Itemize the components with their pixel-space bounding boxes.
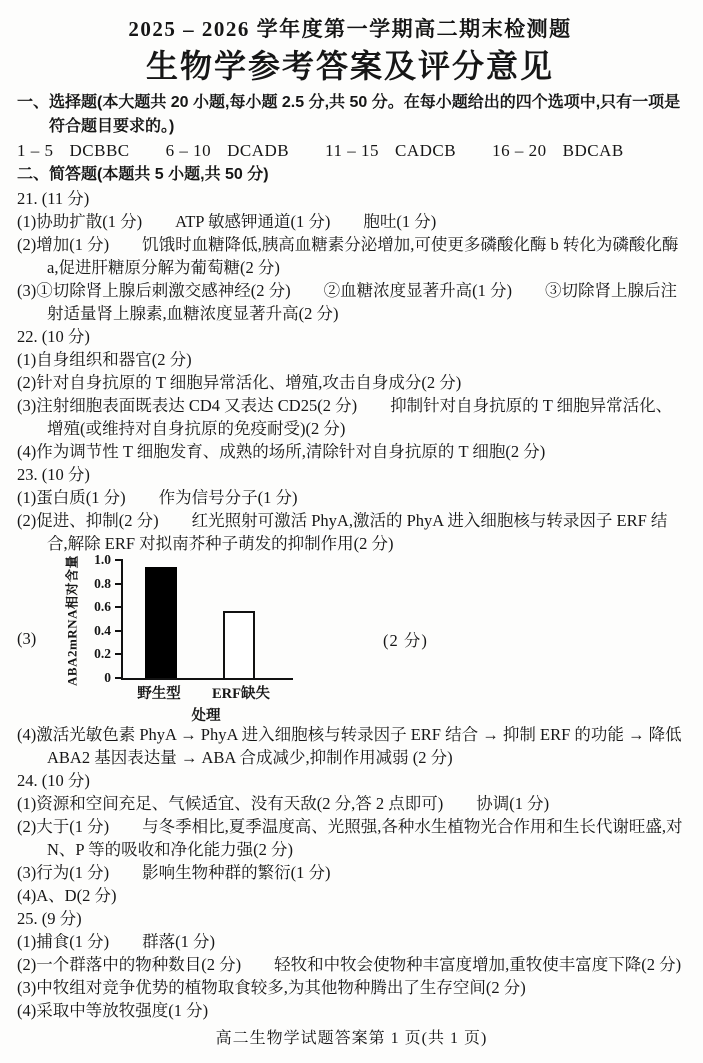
y-tick: [115, 653, 123, 655]
y-tick-label: 0: [104, 670, 111, 685]
y-tick: [115, 606, 123, 608]
x-category-label: ERF缺失: [212, 686, 270, 702]
answer-line: (1)资源和空间充足、气候适宜、没有天敌(2 分,答 2 点即可) 协调(1 分): [17, 794, 550, 813]
answer-line: (1)蛋白质(1 分) 作为信号分子(1 分): [17, 488, 298, 507]
y-tick: [115, 630, 123, 632]
exam-session-title: 2025 – 2026 学年度第一学期高二期末检测题: [128, 17, 572, 41]
answer-range: 6 – 10: [165, 141, 212, 160]
answer-line: (4)A、D(2 分): [17, 886, 117, 905]
y-tick: [115, 583, 123, 585]
page-title: 生物学参考答案及评分意见: [145, 48, 554, 84]
bar-wild-type: [145, 567, 177, 678]
answer-range: 11 – 15: [325, 141, 380, 160]
answer-range: 1 – 5: [17, 141, 54, 160]
answer-key-group: [325, 139, 456, 163]
y-tick-label: 0.4: [94, 622, 111, 638]
answer-line: (4)激活光敏色素 PhyA → PhyA 进入细胞核与转录因子 ERF 结合 → 抑制 ERF 的功能 → 降低 ABA2 基因表达量 → ABA 合成减少,抑制作用减弱 (2 分): [17, 725, 686, 767]
answer-key-group: [17, 139, 130, 163]
answer-line: (3)行为(1 分) 影响生物种群的繁衍(1 分): [17, 863, 331, 882]
answer-line: (3)①切除肾上腺后刺激交感神经(2 分) ②血糖浓度显著升高(1 分) ③切除肾上腺后注射适量肾上腺素,血糖浓度显著升高(2 分): [17, 281, 677, 323]
question-number: 25. (9 分): [17, 909, 82, 928]
y-tick-label: 0.8: [94, 575, 111, 591]
x-category-label: 野生型: [137, 686, 181, 702]
y-tick-label: 0.2: [94, 646, 111, 662]
question-22: [17, 325, 683, 463]
answer-letters: DCADB: [227, 141, 290, 160]
answer-range: 16 – 20: [492, 141, 547, 160]
page-footer: 高二生物学试题答案第 1 页(共 1 页): [215, 1030, 488, 1047]
bar-erf-deficient: [223, 611, 255, 678]
answer-line: (2)促进、抑制(2 分) 红光照射可激活 PhyA,激活的 PhyA 进入细胞核与转录因子 ERF 结合,解除 ERF 对拟南芥种子萌发的抑制作用(2 分): [17, 511, 668, 553]
answer-key-group: [166, 139, 290, 163]
question-25: [17, 907, 683, 1022]
answer-line: (2)增加(1 分) 饥饿时血糖降低,胰高血糖素分泌增加,可使更多磷酸化酶 b 转化为磷酸化酶 a,促进肝糖原分解为葡萄糖(2 分): [17, 235, 683, 277]
x-axis-title: 处理: [191, 708, 221, 724]
answer-line: (3)中牧组对竞争优势的植物取食较多,为其他物种腾出了生存空间(2 分): [17, 978, 526, 997]
answer-line: (3)注射细胞表面既表达 CD4 又表达 CD25(2 分) 抑制针对自身抗原的 T 细胞异常活化、增殖(或维持对自身抗原的免疫耐受)(2 分): [17, 396, 673, 438]
y-tick: [115, 559, 123, 561]
question-number: 24. (10 分): [17, 771, 90, 790]
question-23: [17, 463, 686, 769]
answer-line: (1)捕食(1 分) 群落(1 分): [17, 932, 215, 951]
answer-line: (2)一个群落中的物种数目(2 分) 轻牧和中牧会使物种丰富度增加,重牧使丰富度下降(2 分): [17, 955, 682, 974]
bar-chart: [61, 552, 361, 724]
section-2-heading: 二、简答题(本题共 5 小题,共 50 分): [17, 166, 269, 183]
answer-letters: BDCAB: [562, 141, 624, 160]
question-number: 21. (11 分): [17, 189, 90, 208]
plot-area: [94, 552, 293, 685]
answer-line: (1)协助扩散(1 分) ATP 敏感钾通道(1 分) 胞吐(1 分): [17, 212, 437, 231]
answer-line: (4)作为调节性 T 细胞发育、成熟的场所,清除针对自身抗原的 T 细胞(2 分): [17, 442, 546, 461]
answer-letters: CADCB: [395, 141, 457, 160]
section-1-heading: 一、选择题(本大题共 20 小题,每小题 2.5 分,共 50 分。在每小题给出的四个选项中,只有一项是符合题目要求的。): [17, 94, 681, 135]
answer-line: (2)大于(1 分) 与冬季相比,夏季温度高、光照强,各种水生植物光合作用和生长代谢旺盛,对 N、P 等的吸收和净化能力强(2 分): [17, 817, 687, 859]
question-24: [17, 769, 687, 907]
y-tick-label: 1.0: [94, 552, 111, 567]
y-tick-label: 0.6: [94, 599, 111, 615]
question-21: [17, 187, 683, 325]
chart-item-label: (3): [17, 629, 37, 648]
chart-score-label: (2 分): [383, 631, 428, 650]
answer-key-group: [492, 139, 624, 163]
multiple-choice-answer-key: [17, 139, 683, 163]
y-tick: [115, 677, 123, 679]
answer-chart-row: [17, 552, 683, 724]
question-number: 22. (10 分): [17, 327, 90, 346]
answer-line: (1)自身组织和器官(2 分): [17, 350, 192, 369]
y-axis-label: ABA2mRNA相对含量: [64, 555, 80, 686]
answer-letters: DCBBC: [69, 141, 130, 160]
question-number: 23. (10 分): [17, 465, 90, 484]
answer-line: (4)采取中等放牧强度(1 分): [17, 1001, 209, 1020]
answer-line: (2)针对自身抗原的 T 细胞异常活化、增殖,攻击自身成分(2 分): [17, 373, 462, 392]
